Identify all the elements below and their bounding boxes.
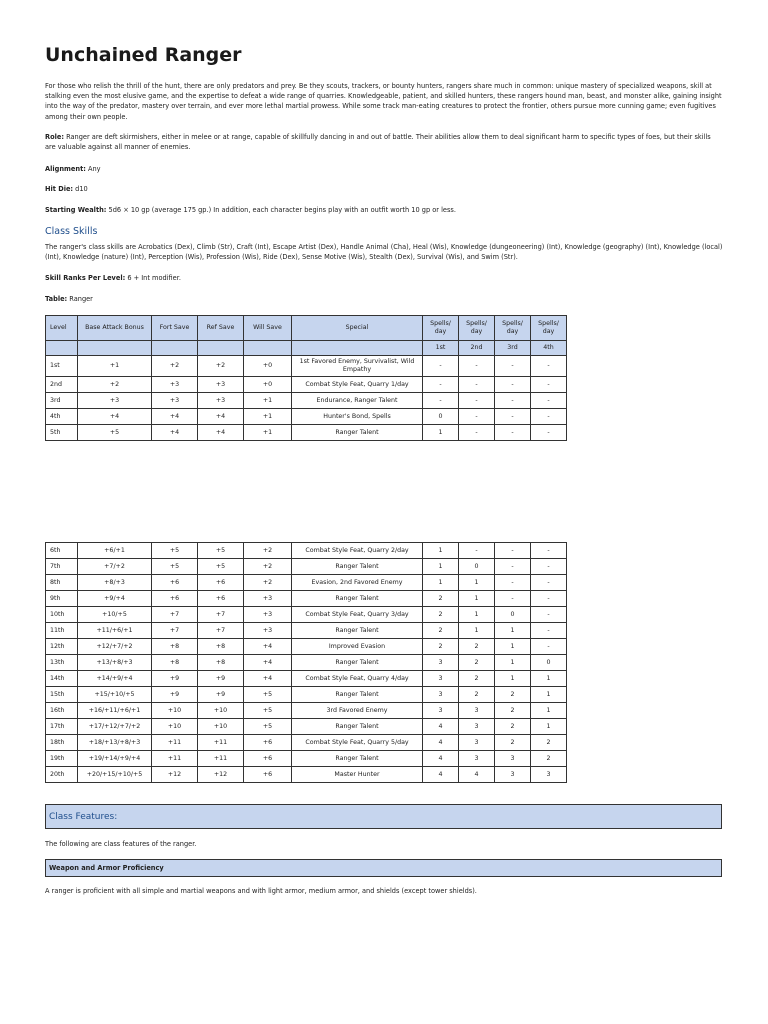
table-cell: Ranger Talent: [292, 591, 423, 607]
table-cell: 2: [423, 607, 459, 623]
table-cell: +4: [198, 425, 244, 441]
table-cell: +4: [198, 409, 244, 425]
table-cell: +1: [78, 356, 152, 377]
role-label: Role:: [45, 133, 64, 141]
table-cell: 1: [423, 425, 459, 441]
skill-ranks-value: 6 + Int modifier.: [125, 274, 181, 282]
table-cell: 1: [423, 559, 459, 575]
table-cell: 4: [459, 767, 495, 783]
table-cell: 3: [423, 703, 459, 719]
table-cell: -: [423, 356, 459, 377]
table-cell: -: [495, 543, 531, 559]
table-cell: +2: [152, 356, 198, 377]
table-cell: +10: [152, 719, 198, 735]
table-caption: [45, 294, 723, 304]
table-cell: +13/+8/+3: [78, 655, 152, 671]
table-cell: +17/+12/+7/+2: [78, 719, 152, 735]
table-cell: 1: [495, 655, 531, 671]
table-cell: +3: [152, 393, 198, 409]
table-cell: -: [531, 591, 567, 607]
table-cell: Endurance, Ranger Talent: [292, 393, 423, 409]
table-cell: +12: [198, 767, 244, 783]
table-cell: 0: [423, 409, 459, 425]
table-cell: +3: [244, 591, 292, 607]
table-cell: -: [495, 591, 531, 607]
col-header-bab: Base Attack Bonus: [78, 316, 152, 341]
table-cell: 10th: [46, 607, 78, 623]
table-row: [46, 591, 567, 607]
table-row: [46, 719, 567, 735]
table-cell: 0: [495, 607, 531, 623]
table-row: [46, 425, 567, 441]
table-cell: 3: [495, 767, 531, 783]
table-cell: +2: [198, 356, 244, 377]
class-skills-paragraph: The ranger's class skills are Acrobatics (Dex), Climb (Str), Craft (Int), Escape Artist (Dex), Handle Animal (Cha), Heal (Wis), Knowledge (dungeoneering) (Int), Knowledge (geography) (Int), Knowledge (local) (Int), Knowledge (nature) (Int), Perception (Wis), Profession (Wis), Ride (Dex), Sense Motive (Wis), Stealth (Dex), Survival (Wis), and Swim (Str).: [45, 243, 723, 262]
table-row: [46, 703, 567, 719]
table-cell: -: [495, 425, 531, 441]
table-cell: Evasion, 2nd Favored Enemy: [292, 575, 423, 591]
table-cell: +4: [244, 639, 292, 655]
table-cell: +5: [244, 687, 292, 703]
table-cell: Combat Style Feat, Quarry 4/day: [292, 671, 423, 687]
table-cell: +6: [244, 735, 292, 751]
table-cell: 0: [459, 559, 495, 575]
table-cell: 4: [423, 719, 459, 735]
table-cell: +2: [244, 559, 292, 575]
table-cell: 3: [423, 687, 459, 703]
table-cell: -: [459, 377, 495, 393]
col-header-spells-2: Spells/ day: [459, 316, 495, 341]
table-cell: +0: [244, 356, 292, 377]
table-cell: 1: [423, 543, 459, 559]
table-row: [46, 409, 567, 425]
table-cell: 2: [423, 623, 459, 639]
table-cell: 2: [495, 687, 531, 703]
table-cell: +11: [198, 751, 244, 767]
weapon-armor-banner: [45, 859, 722, 877]
skill-ranks-line: [45, 273, 723, 283]
table-cell: +4: [244, 671, 292, 687]
col-header-fort: Fort Save: [152, 316, 198, 341]
alignment-value: Any: [85, 165, 101, 173]
table-row: [46, 751, 567, 767]
table-cell: 1st: [46, 356, 78, 377]
table-cell: Ranger Talent: [292, 559, 423, 575]
table-cell: +8: [198, 655, 244, 671]
table-cell: 0: [531, 655, 567, 671]
table-cell: +11/+6/+1: [78, 623, 152, 639]
table-cell: 3: [531, 767, 567, 783]
table-cell: +6: [198, 591, 244, 607]
table-row: [46, 687, 567, 703]
table-cell: -: [531, 575, 567, 591]
weapon-armor-paragraph: A ranger is proficient with all simple and martial weapons and with light armor, medium armor, and shields (except tower shields).: [45, 887, 477, 895]
table-cell: +8/+3: [78, 575, 152, 591]
table-cell: -: [423, 393, 459, 409]
table-cell: +19/+14/+9/+4: [78, 751, 152, 767]
table-cell: Ranger Talent: [292, 425, 423, 441]
table-cell: +7: [198, 607, 244, 623]
table-cell: +3: [152, 377, 198, 393]
table-row: [46, 639, 567, 655]
table-cell: 5th: [46, 425, 78, 441]
table-cell: 1: [531, 671, 567, 687]
spell-level-header: 2nd: [459, 341, 495, 356]
table-cell: +6/+1: [78, 543, 152, 559]
table-cell: -: [459, 543, 495, 559]
table-cell: 4th: [46, 409, 78, 425]
table-row: [46, 377, 567, 393]
col-header-spells-4: Spells/ day: [531, 316, 567, 341]
table-cell: 2: [459, 671, 495, 687]
table-cell: +5: [78, 425, 152, 441]
table-cell: 1: [459, 623, 495, 639]
table-cell: +5: [198, 543, 244, 559]
role-text: Ranger are deft skirmishers, either in melee or at range, capable of skillfully dancing in and out of battle. Their abilities allow them to deal significant harm to specific types of foes, but their skills are valuable against all manner of enemies.: [45, 133, 711, 152]
table-cell: 18th: [46, 735, 78, 751]
table-cell: +3: [244, 623, 292, 639]
table-cell: -: [531, 409, 567, 425]
table-cell: +9: [198, 687, 244, 703]
hit-die-value: d10: [73, 185, 88, 193]
col-header-special: Special: [292, 316, 423, 341]
col-header-spells-1: Spells/ day: [423, 316, 459, 341]
table-cell: +18/+13/+8/+3: [78, 735, 152, 751]
table-cell: Ranger Talent: [292, 719, 423, 735]
table-cell: -: [495, 409, 531, 425]
table-cell: +16/+11/+6/+1: [78, 703, 152, 719]
table-cell: +11: [152, 735, 198, 751]
table-cell: +4: [152, 425, 198, 441]
spell-level-header: 1st: [423, 341, 459, 356]
table-cell: 2: [531, 735, 567, 751]
table-cell: 12th: [46, 639, 78, 655]
hit-die-line: [45, 184, 723, 194]
table-cell: +9: [152, 687, 198, 703]
table-cell: +8: [152, 655, 198, 671]
table-cell: 20th: [46, 767, 78, 783]
hit-die-label: Hit Die:: [45, 185, 74, 193]
table-cell: +5: [244, 703, 292, 719]
table-cell: -: [531, 559, 567, 575]
table-cell: Master Hunter: [292, 767, 423, 783]
table-cell: 15th: [46, 687, 78, 703]
table-cell: Ranger Talent: [292, 623, 423, 639]
table-cell: 2: [459, 639, 495, 655]
table-cell: 2nd: [46, 377, 78, 393]
table-cell: 3rd Favored Enemy: [292, 703, 423, 719]
table-cell: -: [531, 623, 567, 639]
table-cell: Ranger Talent: [292, 751, 423, 767]
col-header-level: Level: [46, 316, 78, 341]
table-caption-label: Table:: [45, 295, 68, 303]
table-row: [46, 575, 567, 591]
table-cell: 3: [423, 671, 459, 687]
table-row: [46, 559, 567, 575]
table-cell: -: [531, 425, 567, 441]
table-cell: +6: [152, 575, 198, 591]
table-cell: Hunter's Bond, Spells: [292, 409, 423, 425]
table-cell: Combat Style Feat, Quarry 1/day: [292, 377, 423, 393]
table-cell: +14/+9/+4: [78, 671, 152, 687]
table-row: [46, 623, 567, 639]
table-cell: +8: [198, 639, 244, 655]
table-cell: +6: [198, 575, 244, 591]
alignment-line: [45, 164, 723, 174]
table-row: [46, 767, 567, 783]
table-cell: +7: [152, 623, 198, 639]
table-cell: 3: [423, 655, 459, 671]
table-cell: 4: [423, 767, 459, 783]
table-cell: -: [495, 377, 531, 393]
table-cell: +10: [198, 703, 244, 719]
spell-level-header: 3rd: [495, 341, 531, 356]
table-cell: 2: [495, 703, 531, 719]
table-cell: +6: [152, 591, 198, 607]
table-row: [46, 393, 567, 409]
table-cell: Ranger Talent: [292, 655, 423, 671]
table-cell: +9/+4: [78, 591, 152, 607]
spell-level-header: 4th: [531, 341, 567, 356]
table-cell: +9: [198, 671, 244, 687]
table-cell: 7th: [46, 559, 78, 575]
table-cell: 2: [495, 735, 531, 751]
table-cell: +7/+2: [78, 559, 152, 575]
class-features-banner: [45, 804, 722, 829]
table-cell: +6: [244, 767, 292, 783]
class-skills-heading: Class Skills: [45, 226, 98, 237]
skill-ranks-label: Skill Ranks Per Level:: [45, 274, 126, 282]
table-cell: +3: [78, 393, 152, 409]
table-cell: +6: [244, 751, 292, 767]
table-cell: +15/+10/+5: [78, 687, 152, 703]
table-cell: 3: [459, 719, 495, 735]
table-cell: Ranger Talent: [292, 687, 423, 703]
table-cell: Combat Style Feat, Quarry 5/day: [292, 735, 423, 751]
col-header-spells-3: Spells/ day: [495, 316, 531, 341]
table-cell: +5: [198, 559, 244, 575]
table-cell: +10/+5: [78, 607, 152, 623]
table-cell: 2: [423, 591, 459, 607]
table-row: [46, 607, 567, 623]
table-cell: 2: [459, 655, 495, 671]
table-cell: 3: [459, 751, 495, 767]
table-cell: 2: [495, 719, 531, 735]
table-cell: -: [531, 543, 567, 559]
table-cell: 16th: [46, 703, 78, 719]
table-cell: +20/+15/+10/+5: [78, 767, 152, 783]
table-cell: 9th: [46, 591, 78, 607]
table-cell: 4: [423, 751, 459, 767]
class-features-heading: Class Features:: [49, 812, 118, 822]
table-cell: 3: [495, 751, 531, 767]
table-cell: +12: [152, 767, 198, 783]
table-cell: +2: [78, 377, 152, 393]
table-cell: -: [495, 356, 531, 377]
starting-wealth-line: [45, 205, 723, 215]
table-cell: 2: [459, 687, 495, 703]
table-cell: Combat Style Feat, Quarry 2/day: [292, 543, 423, 559]
table-cell: 1: [459, 591, 495, 607]
table-cell: +4: [244, 655, 292, 671]
table-row: [46, 655, 567, 671]
table-cell: 1: [531, 703, 567, 719]
table-cell: +11: [198, 735, 244, 751]
col-header-ref: Ref Save: [198, 316, 244, 341]
table-row: [46, 543, 567, 559]
table-cell: -: [459, 393, 495, 409]
weapon-armor-heading: Weapon and Armor Proficiency: [49, 864, 164, 872]
table-cell: -: [459, 356, 495, 377]
table-cell: 11th: [46, 623, 78, 639]
table-cell: 4: [423, 735, 459, 751]
table-cell: +3: [198, 393, 244, 409]
intro-paragraph: For those who relish the thrill of the hunt, there are only predators and prey. Be they scouts, trackers, or bounty hunters, rangers share much in common: unique mastery of specialized weapons, skill at stalking even the most elusive game, and the expertise to defeat a wide range of quarries. Knowledgeable, patient, and skilled hunters, these rangers hound man, beast, and monster alike, gaining insight into the way of the predator, mastery over terrain, and ever more lethal martial prowess. While some track man-eating creatures to protect the frontier, others pursue more cunning game; even fugitives among their own people.: [45, 82, 722, 121]
table-cell: -: [531, 639, 567, 655]
table-cell: 1: [531, 687, 567, 703]
ranger-table-part-1: [45, 315, 567, 441]
starting-wealth-value: 5d6 × 10 gp (average 175 gp.) In addition, each character begins play with an outfit worth 10 gp or less.: [106, 206, 456, 214]
table-cell: +10: [152, 703, 198, 719]
page-title: Unchained Ranger: [45, 44, 242, 66]
table-cell: 1: [495, 623, 531, 639]
table-cell: +7: [198, 623, 244, 639]
col-header-will: Will Save: [244, 316, 292, 341]
table-row: [46, 671, 567, 687]
table-cell: -: [459, 409, 495, 425]
table-cell: 1: [495, 671, 531, 687]
class-features-paragraph: The following are class features of the ranger.: [45, 840, 197, 848]
table-cell: 3: [459, 703, 495, 719]
table-cell: 3rd: [46, 393, 78, 409]
table-cell: 1: [423, 575, 459, 591]
table-cell: +10: [198, 719, 244, 735]
table-cell: -: [495, 575, 531, 591]
role-paragraph: [45, 132, 723, 152]
table-cell: +8: [152, 639, 198, 655]
table-cell: +3: [198, 377, 244, 393]
table-cell: -: [531, 356, 567, 377]
table-cell: -: [531, 607, 567, 623]
table-cell: +5: [244, 719, 292, 735]
table-cell: 1st Favored Enemy, Survivalist, Wild Empathy: [292, 356, 423, 377]
starting-wealth-label: Starting Wealth:: [45, 206, 107, 214]
table-cell: Improved Evasion: [292, 639, 423, 655]
table-cell: 13th: [46, 655, 78, 671]
table-cell: 6th: [46, 543, 78, 559]
table-cell: +0: [244, 377, 292, 393]
table-cell: +1: [244, 393, 292, 409]
table-cell: -: [495, 393, 531, 409]
table-cell: +5: [152, 543, 198, 559]
table-cell: -: [423, 377, 459, 393]
table-row: [46, 356, 567, 377]
table-cell: 17th: [46, 719, 78, 735]
table-cell: +2: [244, 543, 292, 559]
table-cell: 2: [531, 751, 567, 767]
table-cell: -: [459, 425, 495, 441]
table-cell: +1: [244, 409, 292, 425]
table-cell: -: [531, 377, 567, 393]
table-cell: 1: [495, 639, 531, 655]
table-caption-value: Ranger: [67, 295, 93, 303]
table-cell: +1: [244, 425, 292, 441]
table-cell: +3: [244, 607, 292, 623]
table-cell: 3: [459, 735, 495, 751]
table-cell: +5: [152, 559, 198, 575]
table-cell: -: [531, 393, 567, 409]
table-cell: 19th: [46, 751, 78, 767]
table-cell: +2: [244, 575, 292, 591]
table-row: [46, 735, 567, 751]
table-cell: +11: [152, 751, 198, 767]
table-cell: +4: [152, 409, 198, 425]
table-cell: 1: [531, 719, 567, 735]
table-cell: Combat Style Feat, Quarry 3/day: [292, 607, 423, 623]
table-cell: +12/+7/+2: [78, 639, 152, 655]
table-cell: +9: [152, 671, 198, 687]
table-cell: +4: [78, 409, 152, 425]
table-cell: +7: [152, 607, 198, 623]
ranger-table-part-2: [45, 542, 567, 783]
table-cell: -: [495, 559, 531, 575]
alignment-label: Alignment:: [45, 165, 86, 173]
table-cell: 14th: [46, 671, 78, 687]
table-cell: 8th: [46, 575, 78, 591]
table-cell: 2: [423, 639, 459, 655]
table-cell: 1: [459, 607, 495, 623]
table-cell: 1: [459, 575, 495, 591]
